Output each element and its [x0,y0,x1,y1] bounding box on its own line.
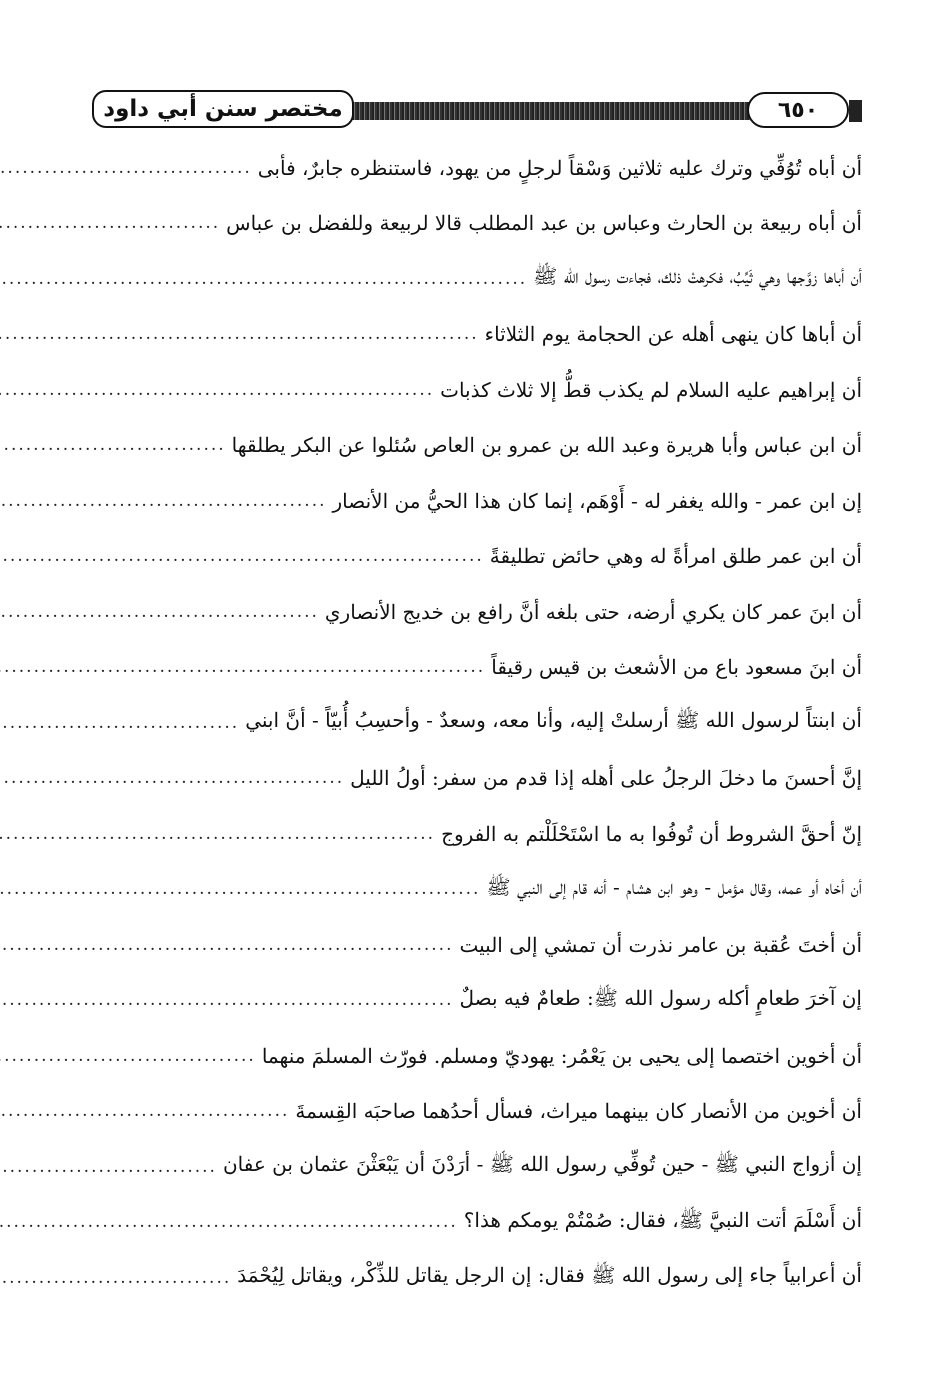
index-entry [92,640,862,696]
index-entry [92,1250,862,1306]
leader-dots [0,768,344,788]
leader-dots [0,546,484,566]
leader-dots [0,935,453,955]
leader-dots [0,269,527,289]
leader-dots [0,1268,231,1288]
entry-text: أن أباه ربيعة بن الحارث وعباس بن عبد المطلب قالا لربيعة وللفضل بن عباس [226,211,862,236]
leader-dots [0,713,239,733]
index-entry [92,1195,862,1251]
index-entry [92,140,862,196]
index-entry [92,973,862,1029]
leader-dots [0,435,226,455]
leader-dots [0,1046,256,1066]
leader-dots [0,158,252,178]
entry-text: أن أخوين اختصما إلى يحيى بن يَعْمُر: يهوديّ ومسلم. فورّث المسلمَ منهما [261,1043,862,1068]
page-header [92,90,862,132]
index-entry [92,584,862,640]
entry-text: أن أخوين من الأنصار كان بينهما ميراث، فسأل أحدُهما صاحبَه القِسمةَ [295,1099,862,1124]
leader-dots [0,491,327,511]
index-entry [92,751,862,807]
leader-dots [0,824,435,844]
entry-text: أن ابن عمر طلق امرأةً له وهي حائض تطليقةً [489,544,862,569]
leader-dots [0,213,220,233]
entry-text: إن ابن عمر - والله يغفر له - أَوْهَم، إنما كان هذا الحيُّ من الأنصار [332,488,862,513]
header-ornament-band [352,102,812,120]
index-entry [92,251,862,307]
entry-text: أن أباها زوَّجها وهي ثَيِّبُ، فكرهتْ ذلك، فجاءت رسول الله ﷺ [533,264,862,289]
entry-text: أن أباها كان ينهى أهله عن الحجامة يوم الثلاثاء [484,322,862,347]
page-number: ٦٥٠ [747,92,849,128]
index-entry [92,862,862,918]
leader-dots [0,879,480,899]
index-entry [92,806,862,862]
index-entry [92,362,862,418]
leader-dots [0,1101,289,1121]
entry-text: أن أَسْلَمَ أتت النبيَّ ﷺ، فقال: صُمْتُمْ يومكم هذا؟ [463,1207,862,1232]
header-band-end [849,100,862,122]
entry-text: أن أخاه أو عمه، وقال مؤمل - وهو ابن هشام - أنه قام إلى النبي ﷺ [486,874,862,899]
entry-text: أن أعرابياً جاء إلى رسول الله ﷺ فقال: إن الرجل يقاتل للذِّكْر، ويقاتل لِيُحْمَدَ [237,1263,862,1288]
index-entry [92,418,862,474]
book-title: مختصر سنن أبي داود [92,90,354,128]
entry-text: أن ابن عباس وأبا هريرة وعبد الله بن عمرو بن العاص سُئلوا عن البكر يطلقها [231,433,862,458]
leader-dots [0,990,454,1010]
entry-text: أن ابنَ مسعود باع من الأشعث بن قيس رقيقاً [491,655,862,680]
entry-text: أن إبراهيم عليه السلام لم يكذب قطُّ إلا ثلاث كذبات [440,377,862,402]
index-entry [92,917,862,973]
index-entry [92,196,862,252]
entry-text: إن آخرَ طعامٍ أكله رسول الله ﷺ: طعامٌ فيه بصلٌ [459,985,862,1010]
index-entry [92,1084,862,1140]
entry-text: إن أزواج النبي ﷺ - حين تُوفِّي رسول الله ﷺ - أرَدْنَ أن يَبْعَثْنَ عثمان بن عفان [222,1152,862,1177]
index-entry [92,1139,862,1195]
entry-text: أن ابنتاً لرسول الله ﷺ أرسلتْ إليه، وأنا معه، وسعدٌ - وأحسِبُ أُبيّاً - أنَّ ابني [245,708,862,733]
entry-text: أن أباه تُوُفِّي وترك عليه ثلاثين وَسْقاً لرجلٍ من يهود، فاستنظره جابرٌ، فأبى [257,155,862,180]
index-entry [92,695,862,751]
leader-dots [0,1157,217,1177]
hadith-index-list [92,140,862,1306]
index-entry [92,473,862,529]
entry-text: إنّ أحقَّ الشروط أن تُوفُوا به ما اسْتَحْلَلْتم به الفروج [441,821,862,846]
leader-dots [0,1212,458,1232]
leader-dots [0,602,319,622]
index-entry [92,307,862,363]
entry-text: أن أختَ عُقبة بن عامر نذرت أن تمشي إلى البيت [459,932,862,957]
leader-dots [0,380,434,400]
entry-text: إنَّ أحسنَ ما دخلَ الرجلُ على أهله إذا قدم من سفر: أولُ الليل [350,766,862,791]
leader-dots [0,324,479,344]
entry-text: أن ابنَ عمر كان يكري أرضه، حتى بلغه أنَّ رافع بن خديج الأنصاري [324,599,862,624]
index-entry [92,529,862,585]
index-entry [92,1028,862,1084]
leader-dots [0,657,485,677]
